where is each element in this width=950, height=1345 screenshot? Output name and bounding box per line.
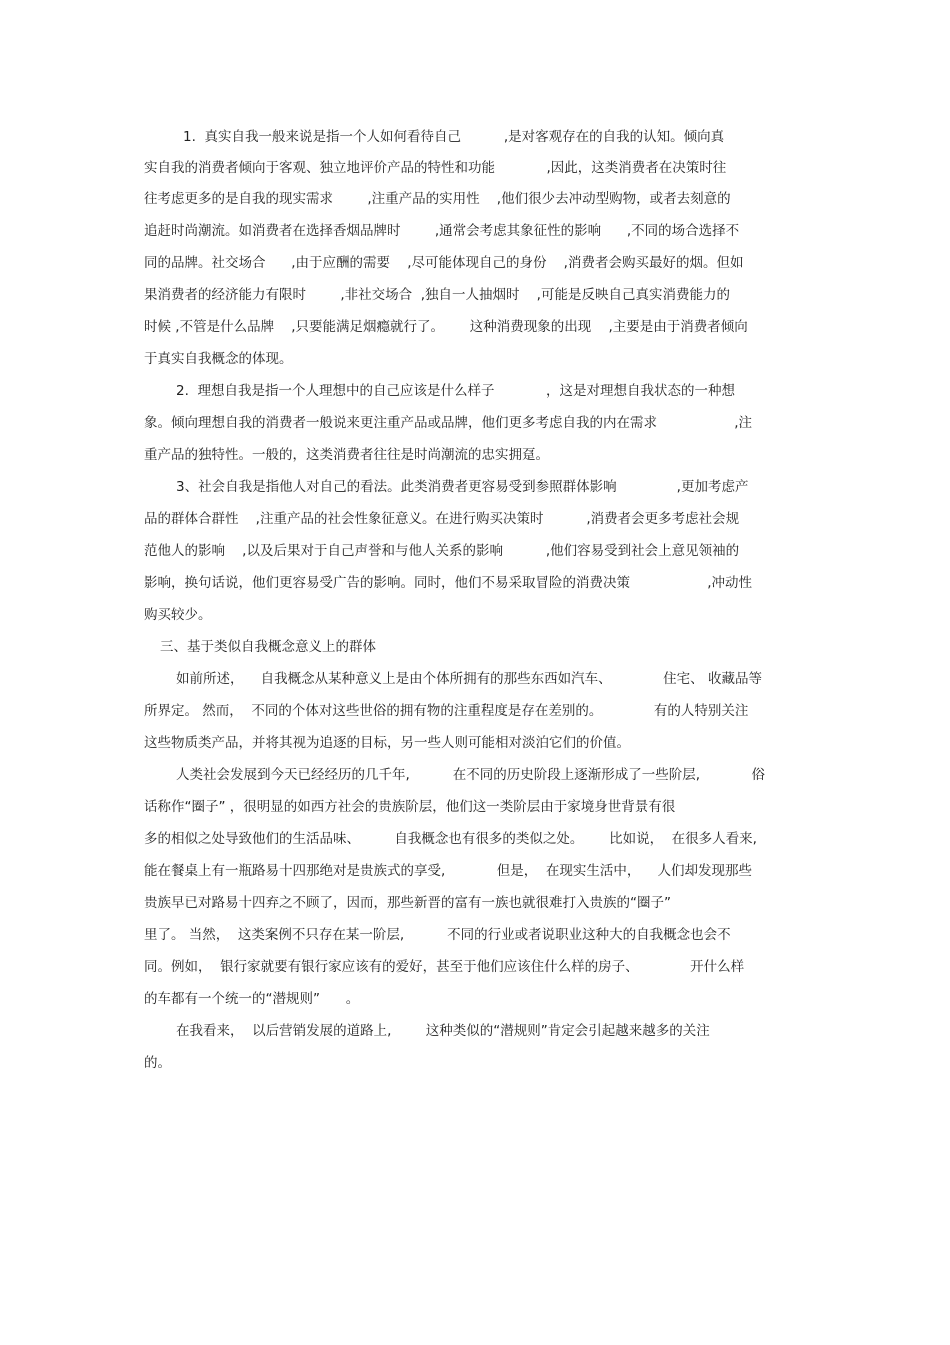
paragraph-line: 时候 ,不管是什么品牌 ,只要能满足烟瘾就行了。 这种消费现象的出现 ,主要是由于消费者倾向 [144, 319, 748, 335]
paragraph-line: 果消费者的经济能力有限时 ,非社交场合 ,独自一人抽烟时 ,可能是反映自己真实消费能力的 [144, 287, 730, 303]
paragraph-line: 能在餐桌上有一瓶路易十四那绝对是贵族式的享受, 但是， 在现实生活中， 人们却发现那些 [144, 863, 753, 879]
paragraph-line: 的。 [144, 1055, 171, 1071]
paragraph-line: 同的品牌。社交场合 ,由于应酬的需要 ,尽可能体现自己的身份 ,消费者会购买最好的烟。但如 [144, 255, 744, 271]
paragraph-line: 范他人的影响 ,以及后果对于自己声誉和与他人关系的影响 ,他们容易受到社会上意见领袖的 [144, 543, 740, 559]
paragraph-line: 的车都有一个统一的“潜规则” 。 [144, 991, 360, 1007]
paragraph-line: 人类社会发展到今天已经经历的几千年, 在不同的历史阶段上逐渐形成了一些阶层, 俗 [176, 767, 765, 783]
paragraph-line: 于真实自我概念的体现。 [144, 351, 293, 367]
paragraph-line: 所界定。 然而， 不同的个体对这些世俗的拥有物的注重程度是存在差别的。 有的人特别关注 [144, 703, 749, 719]
paragraph-line: 多的相似之处导致他们的生活品味、 自我概念也有很多的类似之处。 比如说， 在很多人看来, [144, 831, 757, 847]
paragraph-line: 追赶时尚潮流。如消费者在选择香烟品牌时 ,通常会考虑其象征性的影响 ,不同的场合选择不 [144, 223, 740, 239]
paragraph-line: 象。倾向理想自我的消费者一般说来更注重产品或品牌，他们更多考虑自我的内在需求 ,注 [144, 415, 753, 431]
paragraph-line: 2. 理想自我是指一个人理想中的自己应该是什么样子 ，这是对理想自我状态的一种想 [176, 383, 735, 399]
paragraph-line: 里了。 当然， 这类案例不只存在某一阶层, 不同的行业或者说职业这种大的自我概念也会不 [144, 927, 731, 943]
paragraph-line: 同。例如， 银行家就要有银行家应该有的爱好，甚至于他们应该住什么样的房子、 开什么样 [144, 959, 745, 975]
paragraph-line: 贵族早已对路易十四弃之不顾了，因而，那些新晋的富有一族也就很难打入贵族的“圈子” [144, 895, 671, 911]
paragraph-line: 实自我的消费者倾向于客观、独立地评价产品的特性和功能 ,因此，这类消费者在决策时往 [144, 160, 727, 176]
paragraph-line: 3、社会自我是指他人对自己的看法。此类消费者更容易受到参照群体影响 ,更加考虑产 [176, 479, 749, 495]
paragraph-line: 这些物质类产品，并将其视为追逐的目标，另一些人则可能相对淡泊它们的价值。 [144, 735, 630, 751]
paragraph-line: 重产品的独特性。一般的，这类消费者往往是时尚潮流的忠实拥趸。 [144, 447, 549, 463]
paragraph-line: 如前所述， 自我概念从某种意义上是由个体所拥有的那些东西如汽车、 住宅、 收藏品等 [176, 671, 762, 687]
paragraph-line: 购买较少。 [144, 607, 212, 623]
paragraph-line: 品的群体合群性 ,注重产品的社会性象征意义。在进行购买决策时 ,消费者会更多考虑社会规 [144, 511, 740, 527]
paragraph-line: 往考虑更多的是自我的现实需求 ,注重产品的实用性 ,他们很少去冲动型购物，或者去刻意的 [144, 191, 731, 207]
paragraph-line: 影响，换句话说，他们更容易受广告的影响。同时，他们不易采取冒险的消费决策 ,冲动性 [144, 575, 753, 591]
paragraph-line: 1. 真实自我一般来说是指一个人如何看待自己 ,是对客观存在的自我的认知。倾向真 [183, 129, 725, 145]
paragraph-line: 话称作“圈子” ，很明显的如西方社会的贵族阶层，他们这一类阶层由于家境身世背景有很 [144, 799, 676, 815]
section-heading: 三、基于类似自我概念意义上的群体 [160, 639, 376, 655]
paragraph-line: 在我看来， 以后营销发展的道路上, 这种类似的“潜规则”肯定会引起越来越多的关注 [176, 1023, 710, 1039]
